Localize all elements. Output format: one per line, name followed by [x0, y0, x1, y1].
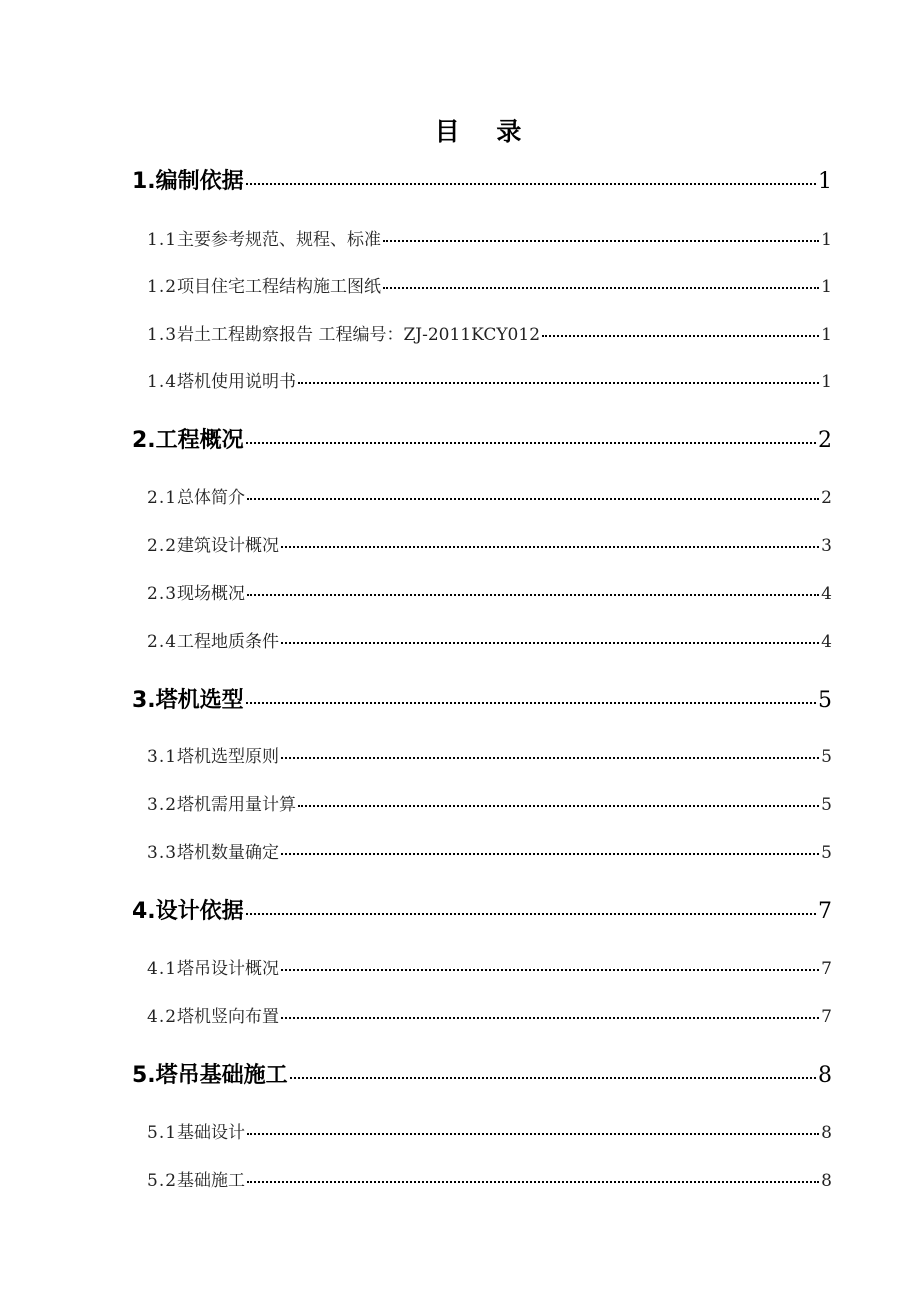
toc-entry-subsection[interactable]	[147, 954, 832, 979]
dot-leader	[281, 642, 819, 644]
toc-entry-page: 5	[821, 843, 832, 863]
dot-leader	[247, 498, 819, 500]
toc-entry-section[interactable]	[132, 423, 832, 454]
toc-entry-page: 1	[821, 230, 832, 250]
toc-entry-label: 建筑设计概况	[177, 536, 280, 556]
toc-entry-number: 2.4	[147, 632, 178, 652]
dot-leader	[383, 240, 819, 242]
toc-entry-page: 7	[821, 959, 832, 979]
dot-leader	[281, 969, 819, 971]
toc-entry-number: 5.	[132, 1063, 156, 1088]
dot-leader	[281, 757, 819, 759]
toc-entry-label: 基础施工	[177, 1171, 246, 1191]
dot-leader	[542, 335, 819, 337]
toc-entry-label: 总体简介	[177, 488, 246, 508]
toc-entry-number: 4.2	[147, 1007, 178, 1027]
toc-entry-section[interactable]	[132, 894, 832, 925]
dot-leader	[246, 913, 816, 915]
toc-entry-subsection[interactable]	[147, 320, 832, 345]
toc-entry-page: 1	[821, 325, 832, 345]
toc-entry-label: 现场概况	[177, 584, 246, 604]
toc-entry-label: 基础设计	[177, 1123, 246, 1143]
toc-entry-page: 1	[821, 372, 832, 392]
toc-entry-subsection[interactable]	[147, 367, 832, 392]
toc-entry-number: 5.1	[147, 1123, 178, 1143]
toc-entry-label: 编制依据	[155, 169, 244, 194]
toc-entry-number: 2.3	[147, 584, 178, 604]
toc-entry-number: 1.4	[147, 372, 178, 392]
toc-entry-number: 3.2	[147, 795, 178, 815]
dot-leader	[383, 287, 819, 289]
toc-entry-page: 8	[821, 1123, 832, 1143]
toc-entry-number: 3.	[132, 688, 156, 713]
toc-entry-page: 1	[821, 277, 832, 297]
toc-entry-page: 5	[821, 795, 832, 815]
toc-entry-label: 塔机选型原则	[177, 747, 280, 767]
toc-entry-label: 塔机选型	[155, 688, 244, 713]
toc-entry-subsection[interactable]	[147, 1002, 832, 1027]
toc-entry-page: 8	[821, 1171, 832, 1191]
dot-leader	[298, 382, 819, 384]
toc-entry-subsection[interactable]	[147, 1118, 832, 1143]
toc-title: 目 录	[434, 117, 536, 146]
toc-entry-subsection[interactable]	[147, 531, 832, 556]
toc-entry-subsection[interactable]	[147, 225, 832, 250]
toc-entry-subsection[interactable]	[147, 838, 832, 863]
toc-entry-number: 5.2	[147, 1171, 178, 1191]
dot-leader	[281, 853, 819, 855]
toc-entry-label: 岩土工程勘察报告 工程编号：ZJ-2011KCY012	[177, 325, 541, 345]
toc-entry-subsection[interactable]	[147, 627, 832, 652]
dot-leader	[247, 1181, 819, 1183]
toc-entry-label: 工程概况	[155, 428, 244, 453]
toc-entry-section[interactable]	[132, 1058, 832, 1089]
toc-entry-subsection[interactable]	[147, 579, 832, 604]
toc-entry-label: 塔吊基础施工	[155, 1063, 288, 1088]
toc-entry-subsection[interactable]	[147, 790, 832, 815]
toc-entry-label: 项目住宅工程结构施工图纸	[177, 277, 382, 297]
toc-entry-page: 5	[821, 747, 832, 767]
toc-entry-label: 塔机数量确定	[177, 843, 280, 863]
toc-entry-number: 2.	[132, 428, 156, 453]
toc-entry-label: 设计依据	[155, 899, 244, 924]
toc-entry-number: 1.3	[147, 325, 178, 345]
toc-entry-page: 7	[821, 1007, 832, 1027]
toc-entry-number: 3.3	[147, 843, 178, 863]
toc-entry-page: 5	[818, 688, 832, 713]
toc-entry-number: 1.1	[147, 230, 178, 250]
toc-entry-label: 塔机竖向布置	[177, 1007, 280, 1027]
toc-entry-page: 3	[821, 536, 832, 556]
toc-entry-page: 1	[818, 169, 832, 194]
toc-entry-section[interactable]	[132, 683, 832, 714]
toc-entry-page: 4	[821, 584, 832, 604]
toc-entry-page: 8	[818, 1063, 832, 1088]
toc-entry-subsection[interactable]	[147, 1166, 832, 1191]
toc-entry-page: 7	[818, 899, 832, 924]
toc-entry-page: 2	[818, 428, 832, 453]
dot-leader	[281, 1017, 819, 1019]
toc-entry-page: 4	[821, 632, 832, 652]
toc-entry-label: 塔吊设计概况	[177, 959, 280, 979]
toc-entry-subsection[interactable]	[147, 483, 832, 508]
toc-entry-section[interactable]	[132, 164, 832, 195]
toc-entry-number: 1.2	[147, 277, 178, 297]
dot-leader	[247, 594, 819, 596]
toc-entry-number: 3.1	[147, 747, 178, 767]
toc-entry-label: 主要参考规范、规程、标准	[177, 230, 382, 250]
dot-leader	[281, 546, 819, 548]
dot-leader	[246, 183, 816, 185]
dot-leader	[290, 1077, 816, 1079]
dot-leader	[246, 702, 816, 704]
toc-entry-number: 1.	[132, 169, 156, 194]
toc-entry-label: 塔机使用说明书	[177, 372, 297, 392]
toc-entry-subsection[interactable]	[147, 272, 832, 297]
toc-entry-label: 塔机需用量计算	[177, 795, 297, 815]
toc-entry-subsection[interactable]	[147, 742, 832, 767]
toc-entry-label: 工程地质条件	[177, 632, 280, 652]
toc-entry-number: 4.1	[147, 959, 178, 979]
dot-leader	[246, 442, 816, 444]
toc-entry-page: 2	[821, 488, 832, 508]
dot-leader	[298, 805, 819, 807]
toc-entry-number: 2.2	[147, 536, 178, 556]
dot-leader	[247, 1133, 819, 1135]
toc-entry-number: 4.	[132, 899, 156, 924]
toc-entry-number: 2.1	[147, 488, 178, 508]
